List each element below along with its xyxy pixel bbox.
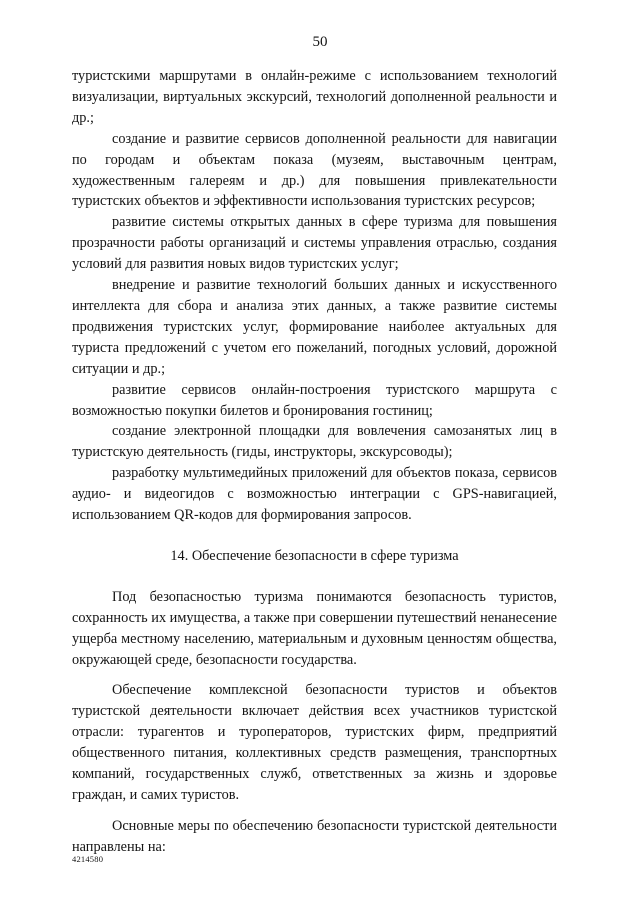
document-body [72,66,557,858]
body-paragraph: Обеспечение комплексной безопасности туристов и объектов туристской деятельности включает действия всех участников туристской отрасли: турагентов и туроператоров, туристских фирм, предприятий общественного питания, коллективных средств размещения, транспортных компаний, государственных служб, ответственных за жизнь и здоровье граждан, и самих туристов. [72,682,557,803]
list-item-paragraph: развитие сервисов онлайн-построения туристского маршрута с возможностью покупки билетов и бронирования гостиниц; [72,381,557,419]
document-id: 4214580 [72,854,104,864]
list-item-paragraph: развитие системы открытых данных в сфере туризма для повышения прозрачности работы организаций и системы управления отраслью, создания условий для развития новых видов туристских услуг; [72,214,557,273]
section-heading: 14. Обеспечение безопасности в сфере туризма [170,547,459,564]
list-item-paragraph: создание и развитие сервисов дополненной реальности для навигации по городам и объектам показа (музеям, выставочным центрам, художественным галереям и др.) для повышения привлекательности туристских объектов и эффективности использования туристских ресурсов; [72,130,557,210]
paragraph-continuation: туристскими маршрутами в онлайн-режиме с использованием технологий визуализации, виртуальных экскурсий, технологий дополненной реальности и др.; [72,68,557,126]
body-paragraph: Под безопасностью туризма понимаются безопасность туристов, сохранность их имущества, а также при совершении путешествий ненанесение ущерба местному населению, материальным и духовным ценностям общества, окружающей среде, безопасности государства. [72,588,557,668]
list-item-paragraph: внедрение и развитие технологий больших данных и искусственного интеллекта для сбора и анализа этих данных, а также развитие системы продвижения туристских услуг, формирование наиболее актуальных для туриста предложений с учетом его пожеланий, погодных условий, дорожной ситуации и др.; [72,277,557,377]
body-paragraph: Основные меры по обеспечению безопасности туристской деятельности направлены на: [72,817,557,855]
list-item-paragraph: создание электронной площадки для вовлечения самозанятых лиц в туристскую деятельность (гиды, инструкторы, экскурсоводы); [72,423,557,461]
page-number: 50 [312,34,328,50]
list-item-paragraph: разработку мультимедийных приложений для объектов показа, сервисов аудио- и видеогидов с возможностью интеграции с GPS-навигацией, использованием QR-кодов для формирования запросов. [72,465,557,524]
